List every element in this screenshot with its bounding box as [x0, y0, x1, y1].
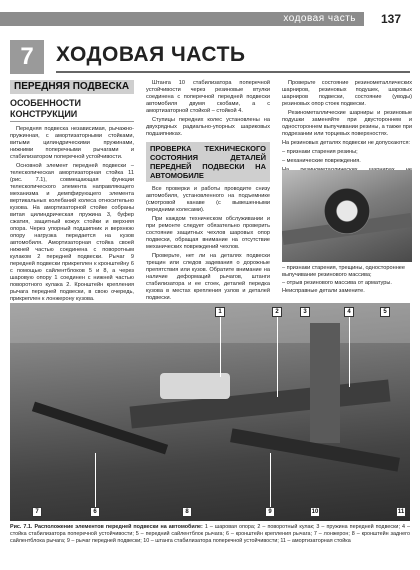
caption-text: 1 – шаровая опора; 2 – поворотный кулак; 3 – пружина передней подвески; 4 – стойка стабилизатора поперечной устойчивости; 5 – передний сайлентблок рычага; 6 – кронштейн крепления рычага; 7 – лонжерон; 8 – кронштейн заднего сайлентблока рычага; 9 – рычаг передней подвески; 10 – штанга стабилизатора поперечной устойчивости; 11 – амортизаторная стойка: [10, 524, 410, 544]
subsection-title-design: ОСОБЕННОСТИ КОНСТРУКЦИИ: [10, 98, 134, 122]
callout-7: 7: [32, 507, 42, 517]
chapter-heading: [0, 40, 420, 74]
callout-5: 5: [380, 307, 390, 317]
callout-2: 2: [272, 307, 282, 317]
paragraph: На резиновых деталях подвески не допускаются:: [282, 140, 411, 146]
callout-8: 8: [182, 507, 192, 517]
callout-4: 4: [344, 307, 354, 317]
caption-label: Рис. 7.1. Расположение элементов передней подвески на автомобиле:: [10, 524, 203, 530]
callout-11: 11: [397, 509, 405, 515]
text-column-1: [10, 80, 134, 305]
paragraph: Проверьте, нет ли на деталях подвески трещин или следов задевания о дорожные препятствия или кузов. Обратите внимание на наличие деформаций рычагов, штанги стабилизатора и ее стоек, деталей передка кузова в местах крепления узлов и деталей подвески.: [146, 253, 270, 301]
leader-line: [95, 453, 96, 507]
paragraph: Основной элемент передней подвески – телескопическая амортизаторная стойка 11 (рис. 7.1), совмещающая функции телескопического элемента направляющего механизма и демпфирующего элемента вертикальных колебаний колеса относительно кузова. На амортизаторной стойке собраны витая цилиндрическая пружина 3, буфер сжатия, защитный кожух стойки и верхняя опора. Через упорный подшипник и верхнюю опору нагрузка передается на кузов автомобиля. Амортизаторная стойка своей нижней частью соединена с поворотным кулаком 2 передней подвески. Рычаг 9 передней подвески прикреплен к кронштейну 6 с помощью сайлентблоков 5 и 8, а через шаровую опору 1 соединен с нижней частью поворотного кулака 2. Кронштейн крепления рычага передней подвески, в свою очередь, прикреплен к лонжерону кузова.: [10, 163, 134, 302]
photo-strut: [310, 323, 340, 443]
text-column-2: [146, 80, 270, 304]
leader-line: [349, 317, 350, 387]
paragraph: Проверьте состояние резинометаллических шарниров, резиновых подушек, шаровых шарниров подвески, состояние (уводы) резиновых опор стоек подвески.: [282, 80, 412, 107]
paragraph: Все проверки и работы проводите снизу автомобиля, установленного на подъемнике (смотровой канаве (с вывешенными передними колесами).: [146, 186, 270, 213]
leader-line: [270, 453, 271, 507]
photo-bushing: [324, 188, 370, 234]
leader-line: [220, 317, 221, 377]
chapter-title: ХОДОВАЯ ЧАСТЬ: [56, 43, 246, 66]
bullet-item: – отрыв резинового массива от арматуры.: [282, 280, 392, 286]
running-title: ходовая часть: [283, 13, 356, 24]
section-title-inspection: ПРОВЕРКА ТЕХНИЧЕСКОГО СОСТОЯНИЯ ДЕТАЛЕЙ ПЕРЕДНЕЙ ПОДВЕСКИ НА АВТОМОБИЛЕ: [146, 142, 270, 182]
running-header: [0, 0, 420, 36]
callout-3: 3: [300, 307, 310, 317]
paragraph: При каждом техническом обслуживании и при ремонте следует обязательно проверить состояние защитных чехлов шаровых опор подвески, обращая внимание на отсутствие механических повреждений чехлов.: [146, 216, 270, 250]
paragraph: Резинометаллические шарниры и резиновые подушки заменяйте при двустороннем и одностороннем выпучивании резины, а также при подрезании или торцевых поверхностях.: [282, 110, 412, 137]
text-column-3-bottom: [282, 265, 412, 296]
chapter-number: 7: [10, 40, 44, 74]
bushing-photo: [282, 170, 412, 262]
bullet-item: – механические повреждения.: [282, 158, 361, 164]
paragraph: Штанга 10 стабилизатора поперечной устойчивости через резиновые втулки соединена с поперечной передней подвески автомобиля двумя скобами, а с амортизаторной стойкой – стойкой 4.: [146, 80, 270, 114]
page-number: 137: [374, 8, 408, 30]
chapter-underline: [56, 71, 410, 73]
callout-10: 10: [311, 509, 319, 515]
bullet-item: – признаки старения, трещины, одностороннее выпучивание резинового массива;: [282, 265, 406, 278]
text-column-3: [282, 80, 412, 183]
bullet-item: – признаки старения резины;: [282, 149, 358, 155]
callout-6: 6: [90, 507, 100, 517]
callout-1: 1: [215, 307, 225, 317]
section-title-front-suspension: ПЕРЕДНЯЯ ПОДВЕСКА: [10, 80, 134, 94]
paragraph: Неисправные детали замените.: [282, 288, 365, 294]
suspension-photo: [10, 303, 410, 521]
paragraph: Ступицы передних колес установлены на двухрядных радиально-упорных шариковых подшипниках.: [146, 117, 270, 137]
leader-line: [277, 317, 278, 397]
paragraph: Передняя подвеска независимая, рычажно-пружинная, с амортизаторными стойками, витыми цилиндрическими пружинами, нижними поперечными рычагами и стабилизатором поперечной устойчивости.: [10, 126, 134, 160]
figure-caption: [10, 524, 410, 545]
callout-9: 9: [265, 507, 275, 517]
